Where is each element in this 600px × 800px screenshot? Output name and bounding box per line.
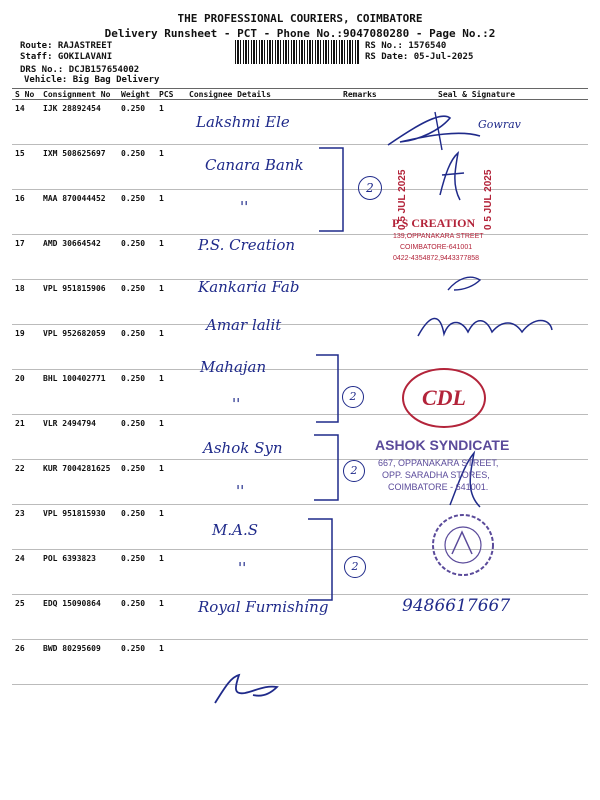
- cell-weight: 0.250: [118, 460, 156, 505]
- remark-count-a: 2: [358, 176, 382, 200]
- remark-count-b: 2: [342, 386, 364, 408]
- date-stamp-2: 0 5 JUL 2025: [483, 169, 494, 230]
- hw-consignee-22: Ashok Syn: [203, 439, 283, 457]
- cell-pcs: 1: [156, 100, 186, 145]
- ps-creation-name: P S CREATION: [392, 216, 476, 230]
- round-seal-row-24: [428, 510, 498, 580]
- cell-pcs: 1: [156, 145, 186, 190]
- cell-pcs: 1: [156, 325, 186, 370]
- cell-consignment: AMD 30664542: [40, 235, 118, 280]
- cell-pcs: 1: [156, 370, 186, 415]
- col-seal-signature: Seal & Signature: [398, 89, 588, 100]
- barcode: [235, 40, 359, 64]
- cell-pcs: 1: [156, 505, 186, 550]
- cell-weight: 0.250: [118, 640, 156, 685]
- cell-sno: 18: [12, 280, 40, 325]
- hw-consignee-15: Canara Bank: [205, 156, 304, 174]
- cell-remarks: [340, 280, 398, 325]
- hw-consignee-23: '': [236, 482, 245, 500]
- hw-consignee-24: M.A.S: [212, 521, 259, 539]
- cell-weight: 0.250: [118, 325, 156, 370]
- signature-row-18: [440, 268, 500, 298]
- cell-pcs: 1: [156, 280, 186, 325]
- signature-name: Gowrav: [478, 118, 521, 131]
- signature-phone: 9486617667: [402, 596, 511, 616]
- signature-row-15: [430, 145, 470, 205]
- cell-sno: 14: [12, 100, 40, 145]
- vehicle-label: Vehicle: Big Bag Delivery: [24, 75, 160, 85]
- cdl-stamp: CDL: [402, 368, 486, 428]
- col-sno: S No: [12, 89, 40, 100]
- table-header: [12, 89, 588, 100]
- cell-sno: 25: [12, 595, 40, 640]
- cell-weight: 0.250: [118, 595, 156, 640]
- cell-weight: 0.250: [118, 505, 156, 550]
- runsheet-subtitle: Delivery Runsheet - PCT - Phone No.:9047080280 - Page No.:2: [104, 27, 496, 40]
- staff-label: Staff: GOKILAVANI: [20, 52, 113, 62]
- drs-number: DRS No.: DCJB157654002: [20, 65, 140, 75]
- cell-pcs: 1: [156, 415, 186, 460]
- cell-sno: 20: [12, 370, 40, 415]
- group-brace-20-21: [312, 352, 342, 426]
- cell-sno: 22: [12, 460, 40, 505]
- hw-consignee-17: P.S. Creation: [198, 236, 296, 254]
- ashok-syndicate-name: ASHOK SYNDICATE: [375, 437, 510, 453]
- hw-consignee-14: Lakshmi Ele: [196, 113, 290, 131]
- col-consignment: Consignment No: [40, 89, 118, 100]
- cell-consignment: EDQ 15090864: [40, 595, 118, 640]
- ps-creation-address-1: 139,OPPANAKARA STREET: [393, 233, 484, 240]
- cell-remarks: [340, 235, 398, 280]
- hw-consignee-19: Amar lalit: [206, 316, 282, 334]
- cell-pcs: 1: [156, 550, 186, 595]
- remark-count-c: 2: [343, 460, 365, 482]
- col-consignee: Consignee Details: [186, 89, 340, 100]
- cell-weight: 0.250: [118, 370, 156, 415]
- cell-consignment: VPL 951815930: [40, 505, 118, 550]
- hw-consignee-25: '': [238, 559, 247, 577]
- cell-remarks: [340, 505, 398, 550]
- ashok-syndicate-address-1: 667, OPPANAKARA STREET,: [378, 458, 499, 468]
- cell-remarks: [340, 325, 398, 370]
- hw-consignee-18: Kankaria Fab: [198, 278, 300, 296]
- table-row: [12, 235, 588, 280]
- company-title: THE PROFESSIONAL COURIERS, COIMBATORE: [177, 12, 423, 25]
- cell-weight: 0.250: [118, 280, 156, 325]
- cell-weight: 0.250: [118, 550, 156, 595]
- hw-consignee-21: '': [232, 395, 241, 413]
- cell-sno: 15: [12, 145, 40, 190]
- cell-sno: 24: [12, 550, 40, 595]
- cell-sno: 16: [12, 190, 40, 235]
- group-brace-22-23: [310, 432, 342, 504]
- cell-pcs: 1: [156, 190, 186, 235]
- ps-creation-phone: 0422-4354872,9443377858: [393, 255, 480, 262]
- group-brace-15-16: [315, 145, 345, 235]
- cell-consignment: VPL 952682059: [40, 325, 118, 370]
- col-pcs: PCS: [156, 89, 186, 100]
- table-row: [12, 370, 588, 415]
- ashok-syndicate-address-3: COIMBATORE - 641001.: [388, 482, 489, 492]
- cell-consignment: VLR 2494794: [40, 415, 118, 460]
- cell-weight: 0.250: [118, 100, 156, 145]
- cell-sno: 17: [12, 235, 40, 280]
- group-brace-24-25: [304, 516, 336, 604]
- cell-sno: 19: [12, 325, 40, 370]
- signature-row-22: [440, 445, 490, 515]
- table-row: [12, 505, 588, 550]
- cell-sno: 21: [12, 415, 40, 460]
- ps-creation-address-2: COIMBATORE-641001: [400, 244, 473, 251]
- footer-signature: [205, 665, 295, 710]
- rs-number: RS No.: 1576540: [365, 41, 447, 51]
- cell-weight: 0.250: [118, 415, 156, 460]
- col-weight: Weight: [118, 89, 156, 100]
- route-label: Route: RAJASTREET: [20, 41, 113, 51]
- hw-consignee-16: '': [240, 198, 249, 216]
- cell-consignment: KUR 7004281625: [40, 460, 118, 505]
- cell-consignment: IJK 28892454: [40, 100, 118, 145]
- ashok-syndicate-address-2: OPP. SARADHA STORES,: [382, 470, 490, 480]
- cell-weight: 0.250: [118, 190, 156, 235]
- date-stamp-1: 0 5 JUL 2025: [397, 169, 408, 230]
- cell-consignment: IXM 508625697: [40, 145, 118, 190]
- col-remarks: Remarks: [340, 89, 398, 100]
- cell-weight: 0.250: [118, 145, 156, 190]
- table-row: [12, 190, 588, 235]
- cell-consignment: POL 6393823: [40, 550, 118, 595]
- cell-signature: [398, 640, 588, 685]
- signature-row-19: [410, 306, 560, 346]
- hw-consignee-20: Mahajan: [200, 358, 267, 376]
- hw-consignee-26: Royal Furnishing: [198, 598, 329, 616]
- cell-sno: 26: [12, 640, 40, 685]
- cell-consignment: BHL 100402771: [40, 370, 118, 415]
- cell-consignment: MAA 870044452: [40, 190, 118, 235]
- cell-consignment: BWD 80295609: [40, 640, 118, 685]
- cell-pcs: 1: [156, 640, 186, 685]
- cell-consignment: VPL 951815906: [40, 280, 118, 325]
- table-row: [12, 550, 588, 595]
- table-row: [12, 640, 588, 685]
- cell-pcs: 1: [156, 235, 186, 280]
- cell-pcs: 1: [156, 460, 186, 505]
- table-row: [12, 460, 588, 505]
- remark-count-d: 2: [344, 556, 366, 578]
- rs-date: RS Date: 05-Jul-2025: [365, 52, 474, 62]
- cell-weight: 0.250: [118, 235, 156, 280]
- cell-remarks: [340, 595, 398, 640]
- cell-pcs: 1: [156, 595, 186, 640]
- cell-remarks: [340, 640, 398, 685]
- cell-sno: 23: [12, 505, 40, 550]
